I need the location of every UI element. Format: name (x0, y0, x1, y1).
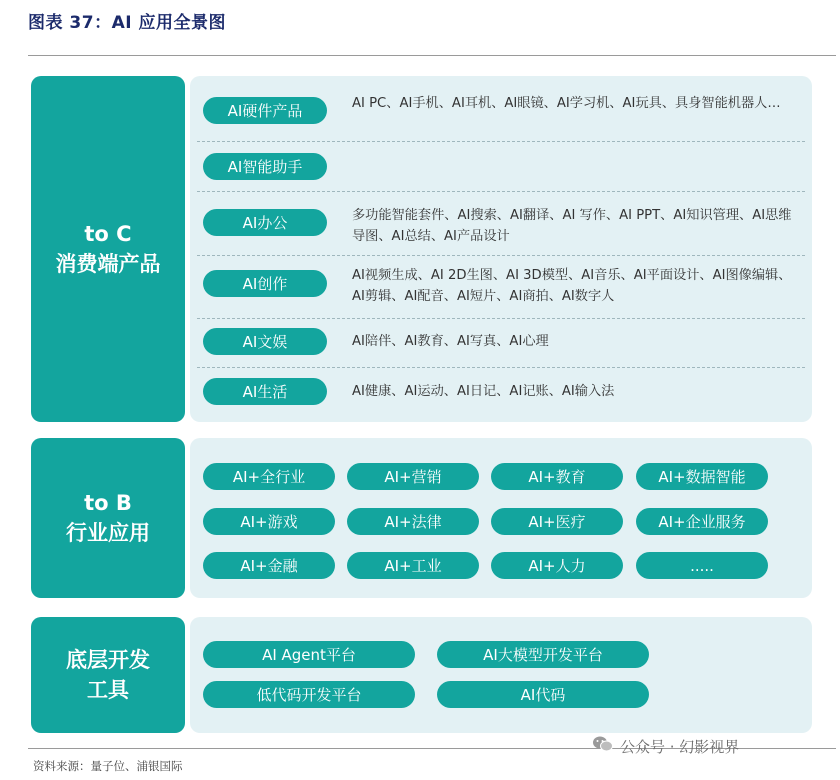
to-b-item: AI+金融 (203, 552, 335, 579)
to-b-label-block (31, 438, 185, 598)
figure-source: 资料来源：量子位、浦银国际 (33, 759, 183, 773)
to-b-item: ..... (636, 552, 768, 579)
to-c-tag-entertainment: AI文娱 (203, 328, 327, 355)
to-b-item: AI+法律 (347, 508, 479, 535)
to-b-item: AI+营销 (347, 463, 479, 490)
dev-tools-label-line2: 工具 (87, 678, 129, 702)
to-b-item: AI+游戏 (203, 508, 335, 535)
to-c-tag-assistant: AI智能助手 (203, 153, 327, 180)
to-b-item: AI+数据智能 (636, 463, 768, 490)
wechat-icon (592, 735, 614, 757)
to-c-label-line2: 消费端产品 (55, 252, 161, 276)
to-c-desc-creation: AI视频生成、AI 2D生图、AI 3D模型、AI音乐、AI平面设计、AI图像编辑、AI剪辑、AI配音、AI短片、AI商拍、AI数字人 (352, 268, 792, 304)
to-c-label-block (31, 76, 185, 422)
to-c-label-line1: to C (84, 222, 132, 246)
row-divider (197, 367, 805, 368)
to-c-tag-hardware: AI硬件产品 (203, 97, 327, 124)
dev-tools-item: AI Agent平台 (203, 641, 415, 668)
watermark-text: 公众号 · 幻影视界 (620, 737, 740, 756)
to-b-label-line1: to B (84, 491, 132, 515)
row-divider (197, 141, 805, 142)
to-b-label-line2: 行业应用 (66, 521, 150, 545)
to-c-tag-office: AI办公 (203, 209, 327, 236)
figure-title: 图表 37：AI 应用全景图 (28, 13, 226, 33)
to-b-item: AI+企业服务 (636, 508, 768, 535)
dev-tools-item: AI代码 (437, 681, 649, 708)
dev-tools-label-block (31, 617, 185, 733)
dev-tools-item: AI大模型开发平台 (437, 641, 649, 668)
to-c-desc-entertainment: AI陪伴、AI教育、AI写真、AI心理 (352, 334, 549, 349)
title-divider (28, 55, 836, 56)
dev-tools-item: 低代码开发平台 (203, 681, 415, 708)
to-b-item: AI+人力 (491, 552, 623, 579)
to-c-tag-life: AI生活 (203, 378, 327, 405)
to-b-item: AI+医疗 (491, 508, 623, 535)
dev-tools-panel (190, 617, 812, 733)
to-c-panel (190, 76, 812, 422)
row-divider (197, 318, 805, 319)
to-c-desc-life: AI健康、AI运动、AI日记、AI记账、AI输入法 (352, 384, 615, 399)
row-divider (197, 255, 805, 256)
dev-tools-label-line1: 底层开发 (66, 648, 150, 672)
to-c-desc-hardware: AI PC、AI手机、AI耳机、AI眼镜、AI学习机、AI玩具、具身智能机器人… (352, 96, 781, 111)
to-b-item: AI+工业 (347, 552, 479, 579)
watermark (592, 735, 739, 757)
to-c-desc-office: 多功能智能套件、AI搜索、AI翻译、AI 写作、AI PPT、AI知识管理、AI思维导图、AI总结、AI产品设计 (352, 208, 792, 244)
to-b-item: AI+教育 (491, 463, 623, 490)
to-c-tag-creation: AI创作 (203, 270, 327, 297)
to-b-item: AI+全行业 (203, 463, 335, 490)
row-divider (197, 191, 805, 192)
